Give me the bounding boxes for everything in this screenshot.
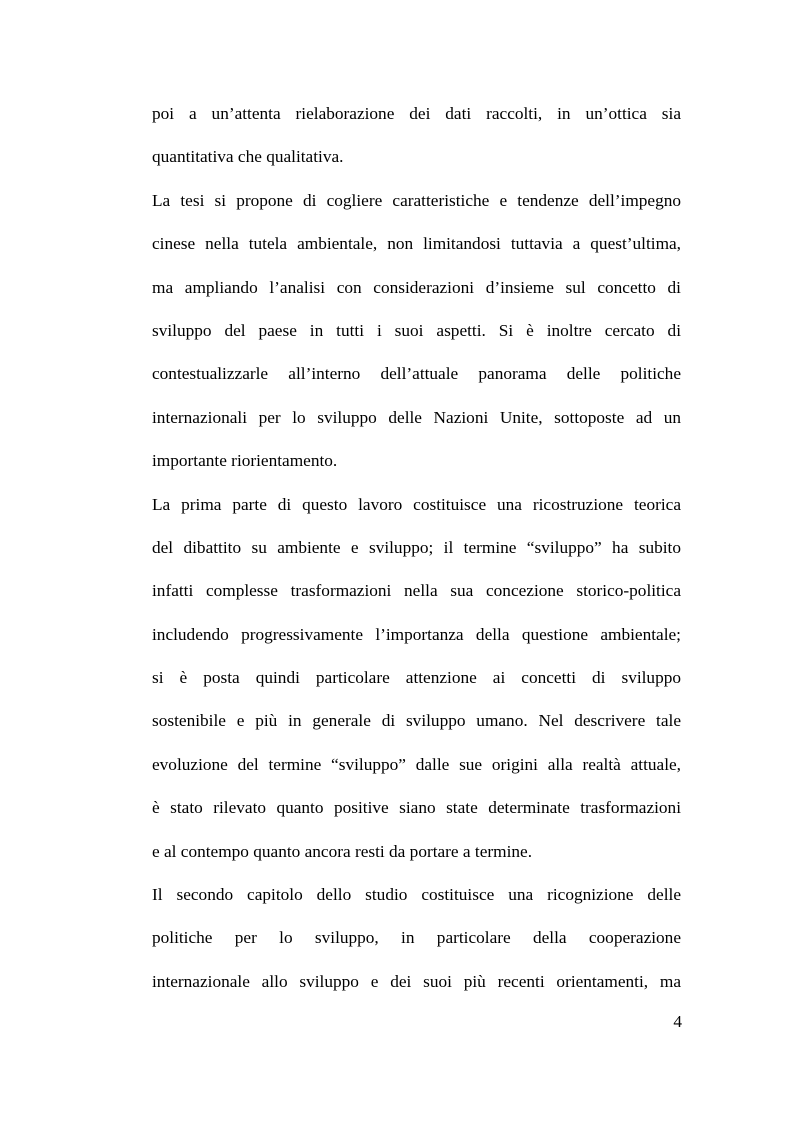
text-line: Il secondo capitolo dello studio costituisce una ricognizione delle: [152, 885, 681, 905]
text-line: internazionali per lo sviluppo delle Nazioni Unite, sottoposte ad un: [152, 407, 681, 427]
text-line: è stato rilevato quanto positive siano state determinate trasformazioni: [152, 798, 681, 818]
text-line: e al contempo quanto ancora resti da portare a termine.: [152, 841, 533, 861]
text-line: La tesi si propone di cogliere caratteristiche e tendenze dell’impegno: [152, 190, 681, 210]
text-line: includendo progressivamente l’importanza della questione ambientale;: [152, 624, 681, 644]
text-line: cinese nella tutela ambientale, non limitandosi tuttavia a quest’ultima,: [152, 234, 681, 254]
text-line: del dibattito su ambiente e sviluppo; il termine “sviluppo” ha subito: [152, 537, 681, 557]
text-line: La prima parte di questo lavoro costituisce una ricostruzione teorica: [152, 494, 681, 514]
text-line: importante riorientamento.: [152, 451, 338, 471]
text-line: evoluzione del termine “sviluppo” dalle sue origini alla realtà attuale,: [152, 754, 681, 774]
text-line: si è posta quindi particolare attenzione ai concetti di sviluppo: [152, 668, 681, 688]
page-number: 4: [673, 1012, 682, 1031]
text-line: infatti complesse trasformazioni nella sua concezione storico-politica: [152, 581, 681, 601]
text-line: sostenibile e più in generale di sviluppo umano. Nel descrivere tale: [152, 711, 681, 731]
text-line: quantitativa che qualitativa.: [152, 147, 344, 167]
text-line: sviluppo del paese in tutti i suoi aspetti. Si è inoltre cercato di: [152, 320, 681, 340]
text-line: internazionale allo sviluppo e dei suoi più recenti orientamenti, ma: [152, 971, 681, 991]
text-line: contestualizzarle all’interno dell’attuale panorama delle politiche: [152, 364, 681, 384]
text-line: politiche per lo sviluppo, in particolare della cooperazione: [152, 928, 681, 948]
text-line: ma ampliando l’analisi con considerazioni d’insieme sul concetto di: [152, 277, 681, 297]
body-text: [152, 92, 681, 1003]
text-line: poi a un’attenta rielaborazione dei dati raccolti, in un’ottica sia: [152, 104, 681, 123]
